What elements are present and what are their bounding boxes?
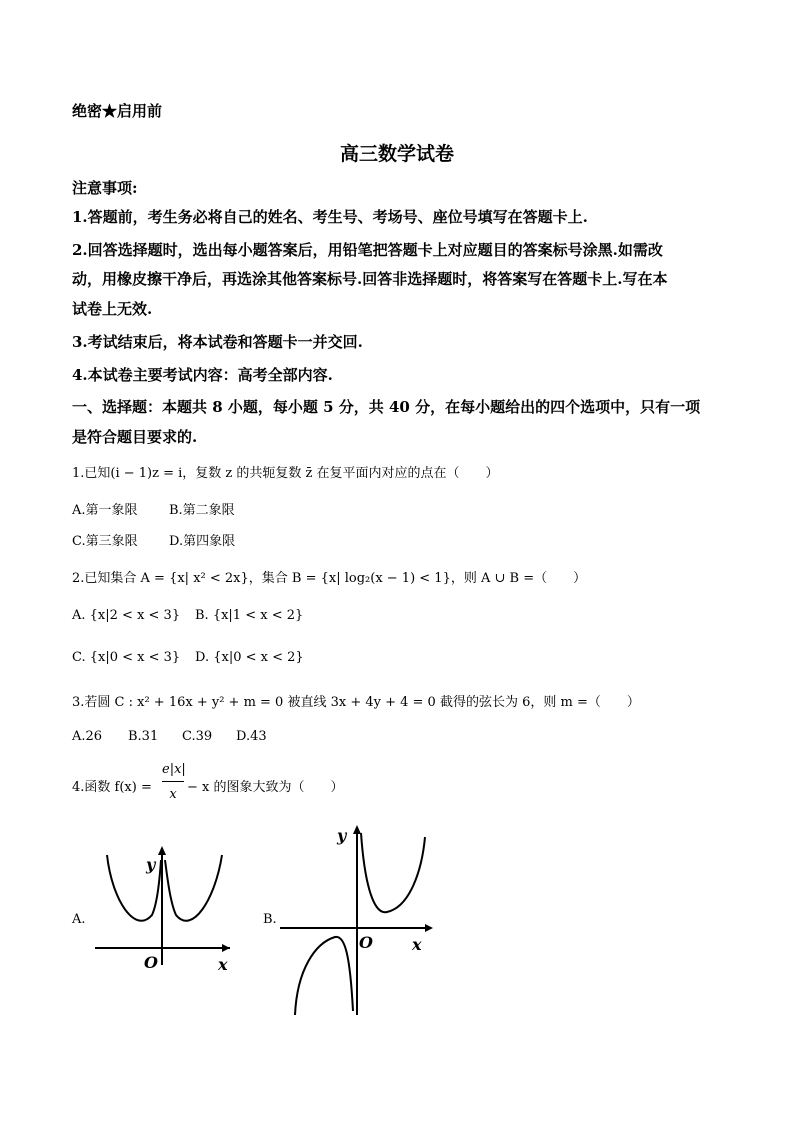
y-axis-arrow [353,825,361,834]
note-1: 1.答题前，考生务必将自己的姓名、考生号、考场号、座位号填写在答题卡上. [72,208,588,226]
section-1-line-2: 是符合题目要求的. [72,428,198,446]
secret-label: 绝密★启用前 [72,102,163,120]
q1-option-d: D.第四象限 [169,534,236,549]
section-1-line-1: 一、选择题：本题共 8 小题，每小题 5 分，共 40 分，在每小题给出的四个选项中，只有一项 [72,398,701,416]
q4-fraction-denominator: x [169,787,177,802]
q3-option-b: B.31 [128,729,159,744]
x-axis-label: x [218,955,228,974]
note-2-line-3: 试卷上无效. [72,300,153,318]
note-2-line-2: 动，用橡皮擦干净后，再选涂其他答案标号.回答非选择题时，将答案写在答题卡上.写在本 [72,270,668,288]
note-4: 4.本试卷主要考试内容：高考全部内容. [72,366,333,384]
q1-option-a: A.第一象限 [72,503,138,518]
q2-option-a: A. {x|2 < x < 3} [72,608,181,623]
q2-stem: 2.已知集合 A = {x| x² < 2x}，集合 B = {x| log₂(x − 1) < 1}，则 A ∪ B =（ ） [72,571,587,586]
q3-stem: 3.若圆 C : x² + 16x + y² + m = 0 被直线 3x + 4y + 4 = 0 截得的弦长为 6，则 m =（ ） [72,695,640,710]
x-axis-label: x [412,935,422,954]
note-2-line-1: 2.回答选择题时，选出每小题答案后，用铅笔把答题卡上对应题目的答案标号涂黑.如需改 [72,241,663,259]
q4-option-a-label: A. [72,912,86,927]
q3-option-c: C.39 [182,729,213,744]
curve-right [361,833,425,912]
x-axis-arrow [425,924,433,932]
note-3: 3.考试结束后，将本试卷和答题卡一并交回. [72,333,363,351]
q2-option-d: D. {x|0 < x < 2} [195,650,304,665]
y-axis-label: y [146,855,156,874]
q4-option-a-graph [90,840,240,975]
q2-option-b: B. {x|1 < x < 2} [195,608,304,623]
y-axis-label: y [337,826,347,845]
q1-option-b: B.第二象限 [169,503,235,518]
x-axis-arrow [222,944,230,952]
y-axis-arrow [158,846,166,855]
origin-label: O [144,953,158,972]
page-title: 高三数学试卷 [339,143,454,165]
q1-stem: 1.已知(i − 1)z = i，复数 z 的共轭复数 z̄ 在复平面内对应的点在（ ） [72,466,499,481]
q4-stem-prefix: 4.函数 f(x) = [72,780,152,795]
q3-option-a: A.26 [72,729,103,744]
curve-right [165,855,222,921]
origin-label: O [359,933,373,952]
q4-stem-suffix: − x 的图象大致为（ ） [187,780,344,795]
q1-option-c: C.第三象限 [72,534,138,549]
notes-heading: 注意事项: [72,179,138,197]
q2-option-c: C. {x|0 < x < 3} [72,650,181,665]
q4-fraction-bar [162,781,184,782]
q4-fraction-numerator: e|x| [162,762,186,777]
q4-option-b-label: B. [263,912,277,927]
q3-option-d: D.43 [236,729,267,744]
curve-left [295,937,353,1015]
q4-option-b-graph [275,815,440,1020]
